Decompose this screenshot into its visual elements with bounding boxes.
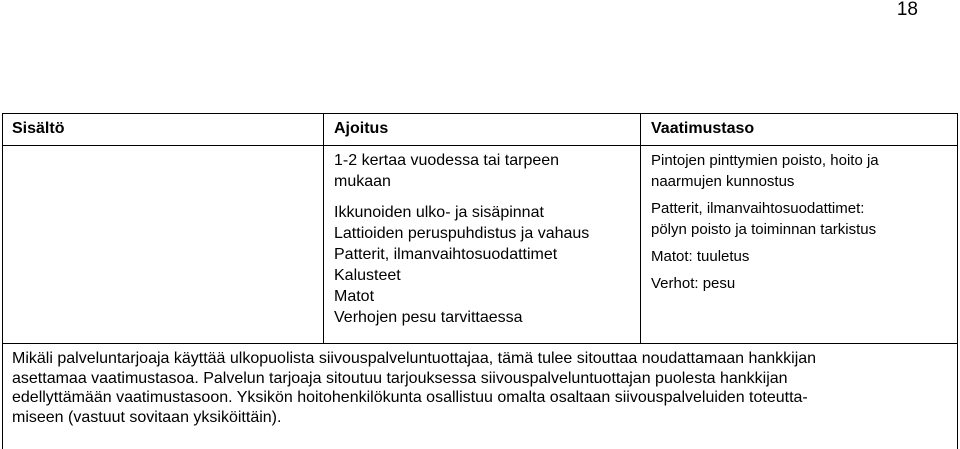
table-header-row (3, 114, 957, 146)
level-line: Pintojen pinttymien poisto, hoito ja (651, 152, 879, 169)
note-line: edellyttämään vaatimustasoon. Yksikön hoitohenkilökunta osallistuu omalta osaltaan siivouspalveluiden toteutta- (12, 389, 808, 406)
header-level: Vaatimustaso (651, 120, 755, 137)
level-entry (651, 246, 956, 267)
page-number: 18 (896, 0, 918, 20)
schedule-item: Ikkunoiden ulko- ja sisäpinnat (334, 204, 544, 221)
level-entry (651, 150, 956, 192)
column-divider-1 (323, 114, 324, 344)
schedule-frequency-line: mukaan (334, 173, 391, 190)
level-line: naarmujen kunnostus (651, 173, 795, 190)
schedule-frequency (334, 150, 639, 192)
note-line: Mikäli palveluntarjoaja käyttää ulkopuolista siivouspalveluntuottajaa, tämä tulee sitouttaa noudattamaan hankkijan (12, 350, 817, 367)
schedule-item: Kalusteet (334, 267, 401, 284)
schedule-frequency-line: 1-2 kertaa vuodessa tai tarpeen (334, 152, 560, 169)
level-entry (651, 273, 956, 294)
header-schedule: Ajoitus (334, 120, 389, 137)
level-entry (651, 198, 956, 240)
schedule-item: Lattioiden peruspuhdistus ja vahaus (334, 225, 590, 242)
requirements-table (2, 113, 958, 449)
schedule-item: Verhojen pesu tarvittaessa (334, 309, 523, 326)
schedule-cell (334, 150, 639, 328)
header-content: Sisältö (12, 120, 65, 137)
level-line: Matot: tuuletus (651, 248, 750, 265)
row-divider (3, 343, 957, 344)
level-line: pölyn poisto ja toiminnan tarkistus (651, 221, 877, 238)
level-line: Verhot: pesu (651, 275, 736, 292)
schedule-item: Patterit, ilmanvaihtosuodattimet (334, 246, 558, 263)
subcontracting-note (12, 349, 952, 427)
level-line: Patterit, ilmanvaihtosuodattimet: (651, 200, 865, 217)
schedule-item: Matot (334, 288, 375, 305)
note-line: asettamaa vaatimustasoa. Palvelun tarjoaja sitoutuu tarjouksessa siivouspalveluntuottajan puolesta hankkijan (12, 369, 788, 387)
level-cell (651, 150, 956, 300)
column-divider-2 (640, 114, 641, 344)
note-line: miseen (vastuut sovitaan yksiköittäin). (12, 408, 282, 426)
